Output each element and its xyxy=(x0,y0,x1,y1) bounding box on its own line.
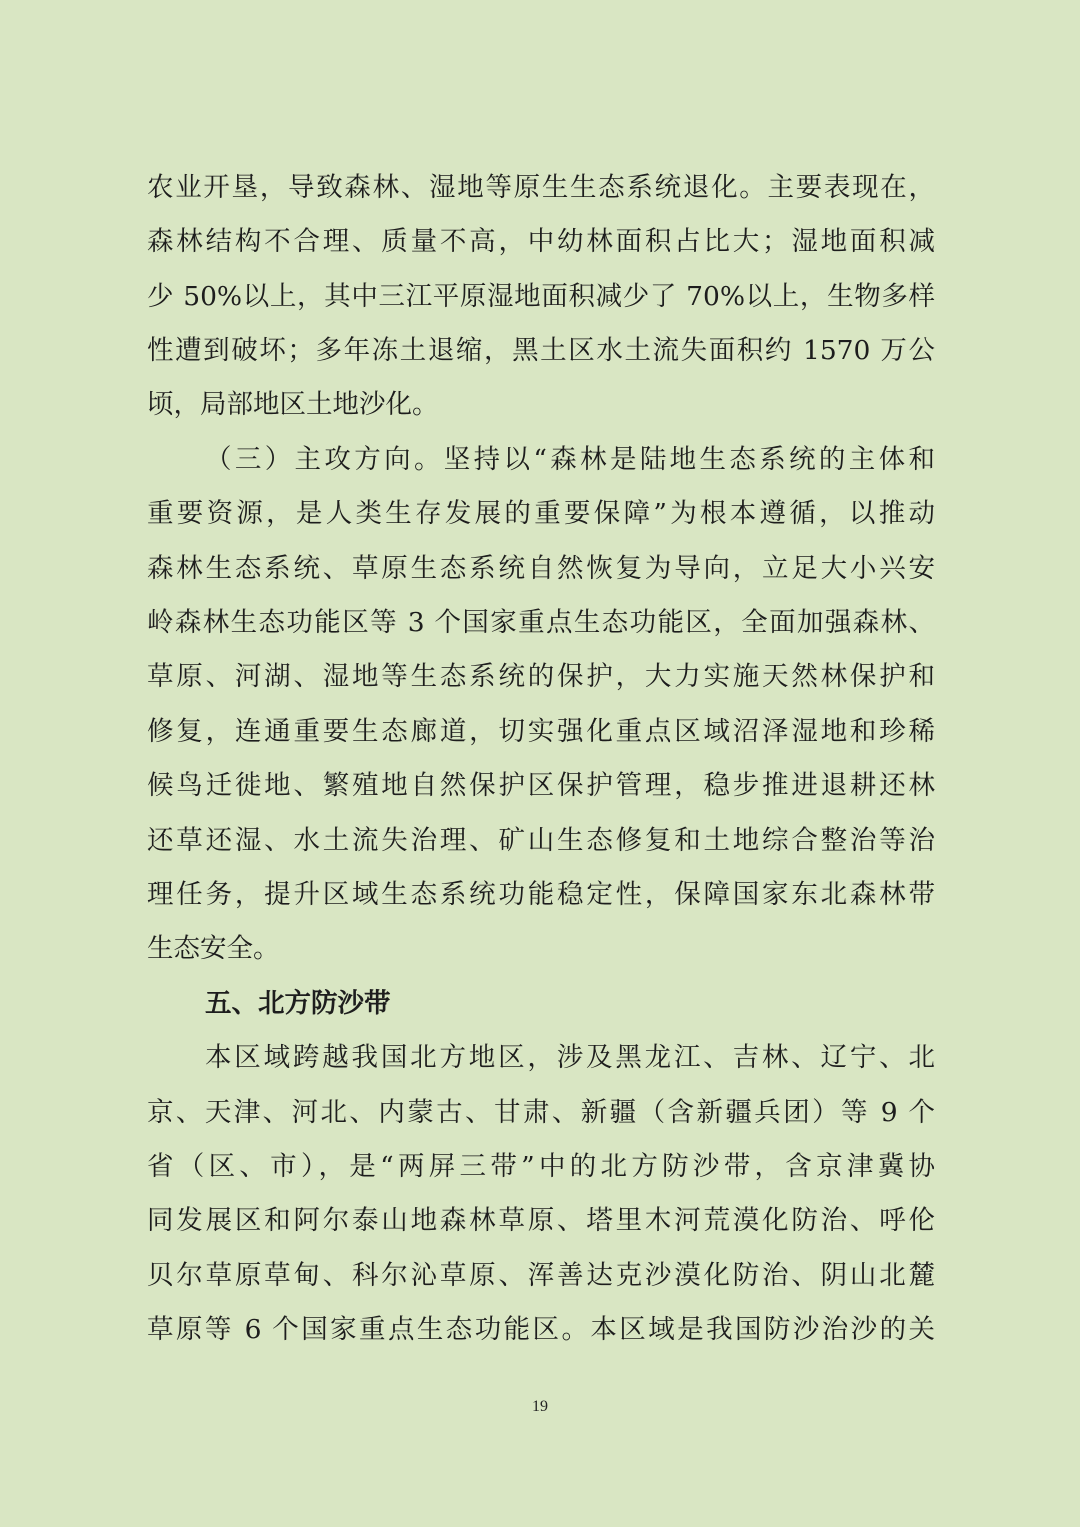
text-line: 修复，连通重要生态廊道，切实强化重点区域沼泽湿地和珍稀 xyxy=(147,716,935,747)
text-line: 草原等 6 个国家重点生态功能区。本区域是我国防沙治沙的关 xyxy=(147,1314,935,1345)
text-line: 重要资源，是人类生存发展的重要保障”为根本遵循，以推动 xyxy=(147,498,935,529)
text-line: 省（区、市），是“两屏三带”中的北方防沙带，含京津冀协 xyxy=(147,1151,935,1182)
text-line: 性遭到破坏；多年冻土退缩，黑土区水土流失面积约 1570 万公 xyxy=(147,335,935,366)
text-line: 京、天津、河北、内蒙古、甘肃、新疆（含新疆兵团）等 9 个 xyxy=(147,1097,935,1128)
text-line: 顷，局部地区土地沙化。 xyxy=(147,389,439,420)
text-line: 还草还湿、水土流失治理、矿山生态修复和土地综合整治等治 xyxy=(147,825,935,856)
paragraph-start-line: 本区域跨越我国北方地区，涉及黑龙江、吉林、辽宁、北 xyxy=(205,1042,935,1073)
text-line: 贝尔草原草甸、科尔沁草原、浑善达克沙漠化防治、阴山北麓 xyxy=(147,1260,935,1291)
page-number: 19 xyxy=(532,1398,548,1415)
text-line: 草原、河湖、湿地等生态系统的保护，大力实施天然林保护和 xyxy=(147,661,935,692)
text-line: 少 50%以上，其中三江平原湿地面积减少了 70%以上，生物多样 xyxy=(147,281,935,312)
text-line: 候鸟迁徙地、繁殖地自然保护区保护管理，稳步推进退耕还林 xyxy=(147,770,935,801)
text-line: 森林结构不合理、质量不高，中幼林面积占比大；湿地面积减 xyxy=(147,226,935,257)
text-line: 理任务，提升区域生态系统功能稳定性，保障国家东北森林带 xyxy=(147,879,935,910)
text-line: 同发展区和阿尔泰山地森林草原、塔里木河荒漠化防治、呼伦 xyxy=(147,1205,935,1236)
text-line: 农业开垦，导致森林、湿地等原生生态系统退化。主要表现在， xyxy=(147,172,935,203)
section-heading: 五、北方防沙带 xyxy=(205,988,391,1019)
text-line: 生态安全。 xyxy=(147,933,280,964)
text-line: 岭森林生态功能区等 3 个国家重点生态功能区，全面加强森林、 xyxy=(147,607,935,638)
text-line: 森林生态系统、草原生态系统自然恢复为导向，立足大小兴安 xyxy=(147,553,935,584)
paragraph-start-line: （三）主攻方向。坚持以“森林是陆地生态系统的主体和 xyxy=(205,444,935,475)
